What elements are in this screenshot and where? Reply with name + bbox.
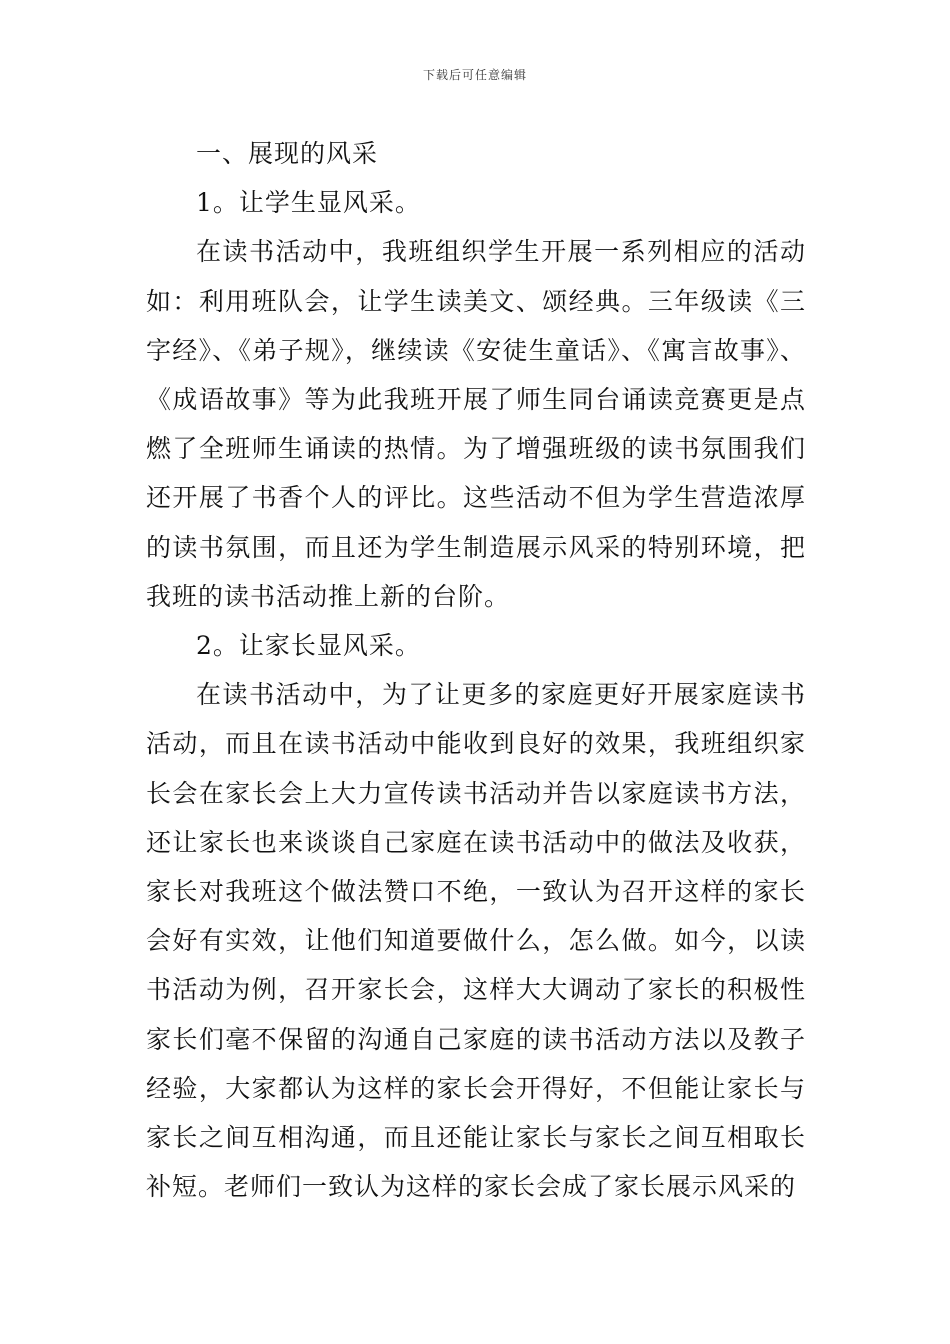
paragraph-2: 在读书活动中，为了让更多的家庭更好开展家庭读书活动，而且在读书活动中能收到良好的效果，我班组织家长会在家长会上大力宣传读书活动并告以家庭读书方法，还让家长也来谈谈自己家庭在读书活动中的做法及收获，家长对我班这个做法赞口不绝，一致认为召开这样的家长会好有实效，让他们知道要做什么，怎么做。如今，以读书活动为例，召开家长会，这样大大调动了家长的积极性家长们毫不保留的沟通自己家庭的读书活动方法以及教子经验，大家都认为这样的家长会开得好，不但能让家长与家长之间互相沟通，而且还能让家长与家长之间互相取长补短。老师们一致认为这样的家长会成了家长展示风采的 [146, 680, 806, 1202]
subsection-heading-2: 2。让家长显风采。 [196, 631, 421, 661]
section-heading: 一、展现的风采 [196, 139, 379, 168]
document-body [146, 129, 806, 1211]
paragraph-1: 在读书活动中，我班组织学生开展一系列相应的活动如：利用班队会，让学生读美文、颂经典。三年级读《三字经》、《弟子规》，继续读《安徒生童话》、《寓言故事》、《成语故事》等为此我班开展了师生同台诵读竞赛更是点燃了全班师生诵读的热情。为了增强班级的读书氛围我们还开展了书香个人的评比。这些活动不但为学生营造浓厚的读书氛围，而且还为学生制造展示风采的特别环境，把我班的读书活动推上新的台阶。 [146, 237, 806, 611]
subsection-heading-1: 1。让学生显风采。 [196, 188, 421, 218]
page-header: 下载后可任意编辑 [422, 68, 527, 82]
